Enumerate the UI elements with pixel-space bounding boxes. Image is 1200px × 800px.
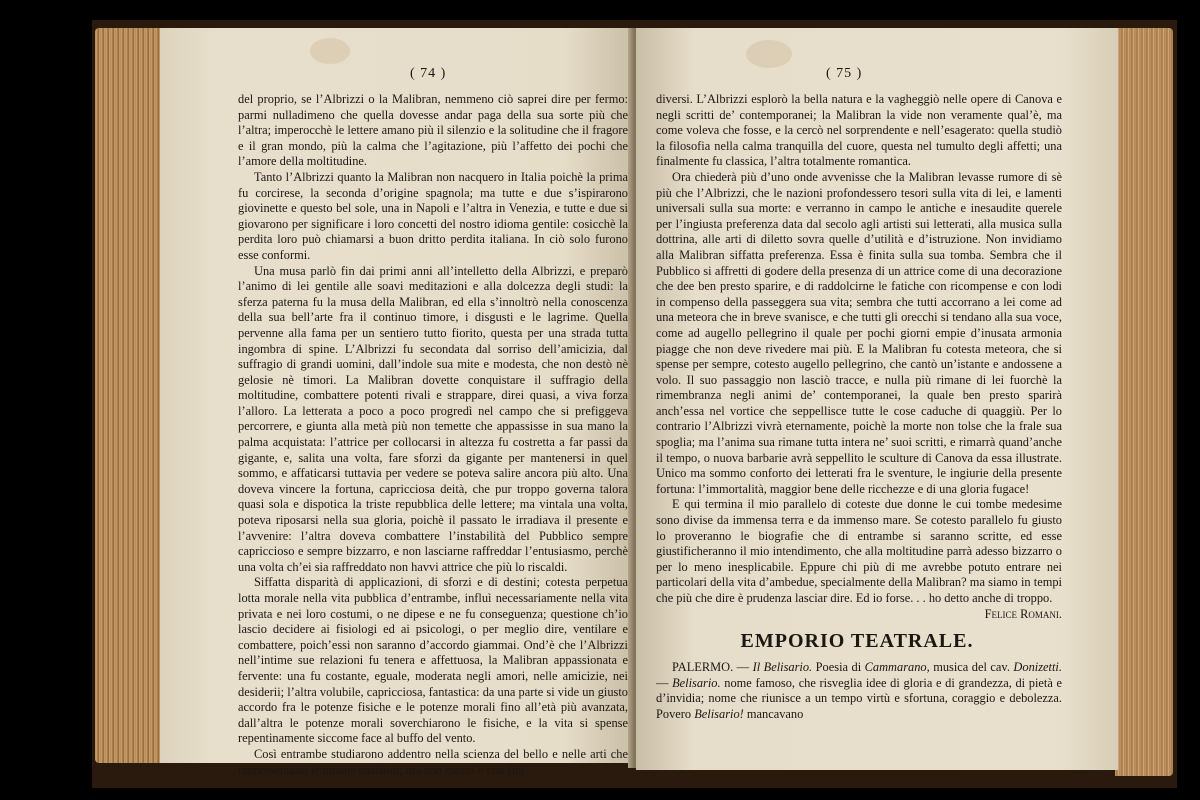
opera-name: Belisario.	[672, 675, 721, 690]
paragraph	[656, 660, 1062, 722]
paragraph: E qui termina il mio parallelo di coteste due donne le cui tombe medesime sono divise da immensa terra e da immenso mare. Se cotesto parallelo fu giusto lo proveranno le biografie che di entrambe si saranno scritte, ed esse giustificheranno il mio intendimento, che alla moltitudine parrà adesso bizzarro o per lo meno inesplicabile. Eppure chi più di me avrebbe potuto entrare nei particolari della vita d’ambedue, specialmente della Malibran? ma siamo in tempi che più che dire è prudenza lasciar dire. Ed io forse. . . ho detto anche di troppo.	[656, 497, 1062, 605]
opera-name: Belisario!	[694, 706, 744, 721]
left-page	[160, 28, 634, 777]
text: mancavano	[746, 706, 804, 721]
left-page-text	[238, 92, 628, 778]
paper-stain	[746, 40, 792, 68]
text: nome famoso, che risveglia idee di gloria e di grandezza, di pietà e d’invidia; nome che riunisce a un tempo virtù e sfortuna, coraggio e debolezza. Povero	[656, 675, 1062, 721]
text: musica del cav.	[933, 660, 1010, 674]
paragraph: diversi. L’Albrizzi esplorò la bella natura e la vagheggiò nelle opere di Canova e negli scritti de’ contemporanei; la Malibran la vide non veramente qual’è, ma come voleva che fosse, e la cercò nel sorprendente e nell’esagerato: quella studiò la filosofia nella calma tranquilla del cuore, questa nel tumulto degli affetti; una finalmente fu classica, l’altra totalmente romantica.	[656, 92, 1062, 169]
page-edges-right	[1115, 28, 1173, 776]
page-edges-left	[95, 28, 167, 763]
paragraph: Una musa parlò fin dai primi anni all’intelletto della Albrizzi, e preparò l’animo di lei gentile alle soavi meditazioni e alla dolcezza degli studi: la sferza paterna fu la musa della Malibran, ed ella s’innoltrò nella conoscenza della sua bell’arte fra il continuo timore, i disgusti e le lagrime. Quella pervenne alla fama per un sentiero tutto fiorito, questa per una strada tutta ingombra di spine. L’Albrizzi fu secondata dal sorriso dell’amicizia, dal suffragio di grandi uomini, dall’indole sua mite e modesta, che non destò nè gelosie nè timori. La Malibran dovette conquistare il suffragio della moltitudine, combattere potenti rivali e strappare, direi quasi, a viva forza l’alloro. La letterata a poco a poco progredì nel campo che si prefiggeva percorrere, e giunta alla metà più non temette che appassisse in sua mano la palma acquistata: l’attrice per collocarsi in altezza fu costretta a far passi da gigante, e, salita una volta, fare sforzi da gigante per mantenersi in quel sommo, e affaticarsi tuttavia per vedere se poteva salire ancora più alto. Una doveva vincere la fortuna, capricciosa deità, che pur troppo governa talora quasi sola e dispotica la triste repubblica delle lettere; ma vintala una volta, poteva riposarsi nella sua gloria, poichè il passato le irradiava il presente e l’avvenire: l’altra doveva combattere l’instabilità del Pubblico sempre capriccioso e sempre bizzarro, e non lasciarne raffreddar l’entusiasmo, perchè una volta ch’ei sia raffreddato non havvi attrice che più lo riscaldi.	[238, 263, 628, 574]
opera-title: Il Belisario.	[752, 660, 813, 674]
signature-line	[656, 607, 1062, 623]
paragraph: del proprio, se l’Albrizzi o la Malibran, nemmeno ciò saprei dire per fermo: parmi nulladimeno che quella dovesse andar paga della sua sorte più che l’altra; imperocchè le lettere amano più il silenzio e la solitudine che il fragore e il gran mondo, più la calma che l’agitazione, più l’affetto dei pochi che l’amore della moltitudine.	[238, 92, 628, 169]
paragraph: Così entrambe studiarono addentro nella scienza del bello e nelle arti che rappresentano le umane passioni; ma con mezzi e con fini	[238, 746, 628, 777]
text: —	[656, 675, 669, 690]
section-title: EMPORIO TEATRALE.	[740, 630, 974, 652]
poet-name: Cammarano,	[864, 660, 930, 674]
paragraph: Tanto l’Albrizzi quanto la Malibran non nacquero in Italia poichè la prima fu corcirese, la seconda d’origine spagnola; ma tutte e due s’ispirarono giovinette e questo bel sole, una in Napoli e l’altra in Venezia, e tutte e due si giovarono per significare i loro concetti del nostro idioma gentile: cosicchè la perdita loro può chiamarsi a buon dritto perdita italiana. In ciò solo furono esse conformi.	[238, 169, 628, 262]
page-number-right: ( 75 )	[826, 66, 863, 81]
paper-stain	[310, 38, 350, 64]
text: Poesia di	[815, 660, 862, 674]
paragraph: Ora chiederà più d’uno onde avvenisse che la Malibran levasse rumore di sè più che l’Albrizzi, che le nazioni profondessero tesori sulla vita di lei, e lamenti universali sulla sua morte: e verranno in campo le antiche e inesaudite querele per l’ingiusta preferenza data dal secolo agli artisti sui letterati, alla musica sulla dottrina, alle arti di diletto sovra quelle d’utilità e d’istruzione. Non invidiamo alla Malibran siffatta preferenza. Essa è finita sulla sua tomba. Sembra che il Pubblico si affretti di godere della presenza di un attrice come di una decorazione che dee ben presto sparire, e di raddolcirne le fatiche con ricompense e con lodi in compenso della passeggera sua vita; sembra che tutti accorrano a lei come ad una meteora che in breve svanisce, e che tutti gli orecchi si tendano alla sua voce, come ad augello pellegrino il quale per pochi giorni empie d’inusata armonia piagge che non deve rivedere mai più. E la Malibran fu cotesta meteora, che si spense per sempre, cotesto augello pellegrino, che cantò un’istante e andossene a volo. Il suo passaggio non lasciò tracce, e nulla più rimane di lei fuorchè la rimembranza negli animi de’ contemporanei, la quale ben presto sparirà anch’essa nel vortice che seppellisce tutte le cose caduche di quaggiù. Per lo contrario l’Albrizzi vivrà eternamente, poichè la morte non tolse che la frale sua spoglia; ma l’anima sua rimane tutta intera ne’ suoi scritti, e rimarrà quand’anche il tempo, o nuova barbarie avrà seppellito le sculture di Canova da essa illustrate. Unico ma sommo conforto dei letterati fra le sventure, le ingiurie della presente fortuna: l’immortalità, maggior bene delle ricchezze e di una gloria fugace!	[656, 169, 1062, 496]
paragraph: Siffatta disparità di applicazioni, di sforzi e di destini; cotesta perpetua lotta morale nella vita pubblica d’entrambe, influì necessariamente nella vita privata e nei loro costumi, o ne dipese e ne fu conseguenza; questione ch’io lascio decidere ai fisiologi ed ai psicologi, o per meglio dire, ventilare e combattere, poich’essi non saranno d’accordo giammai. Ond’è che l’Albrizzi nell’intime sue relazioni fu tenera e affettuosa, la Malibran appassionata e fervente: una fu costante, eguale, moderata negli amori, nelle amicizie, nei desiderii; l’altra volubile, capricciosa, fantastica: da una parte si vide un giusto accordo fra le potenze fisiche e le potenze morali fino all’età più avanzata, dall’altra le potenze morali soverchiarono le fisiche, e la vita si spense repentinamente siccome face al buffo del vento.	[238, 575, 628, 746]
composer-name: Donizetti.	[1013, 660, 1062, 674]
right-page	[636, 28, 1118, 770]
page-number-left: ( 74 )	[410, 66, 447, 81]
emporio-text	[656, 660, 1062, 722]
signature: Felice Romani.	[984, 606, 1062, 621]
city: PALERMO. —	[672, 660, 750, 674]
right-page-text	[656, 92, 1062, 622]
